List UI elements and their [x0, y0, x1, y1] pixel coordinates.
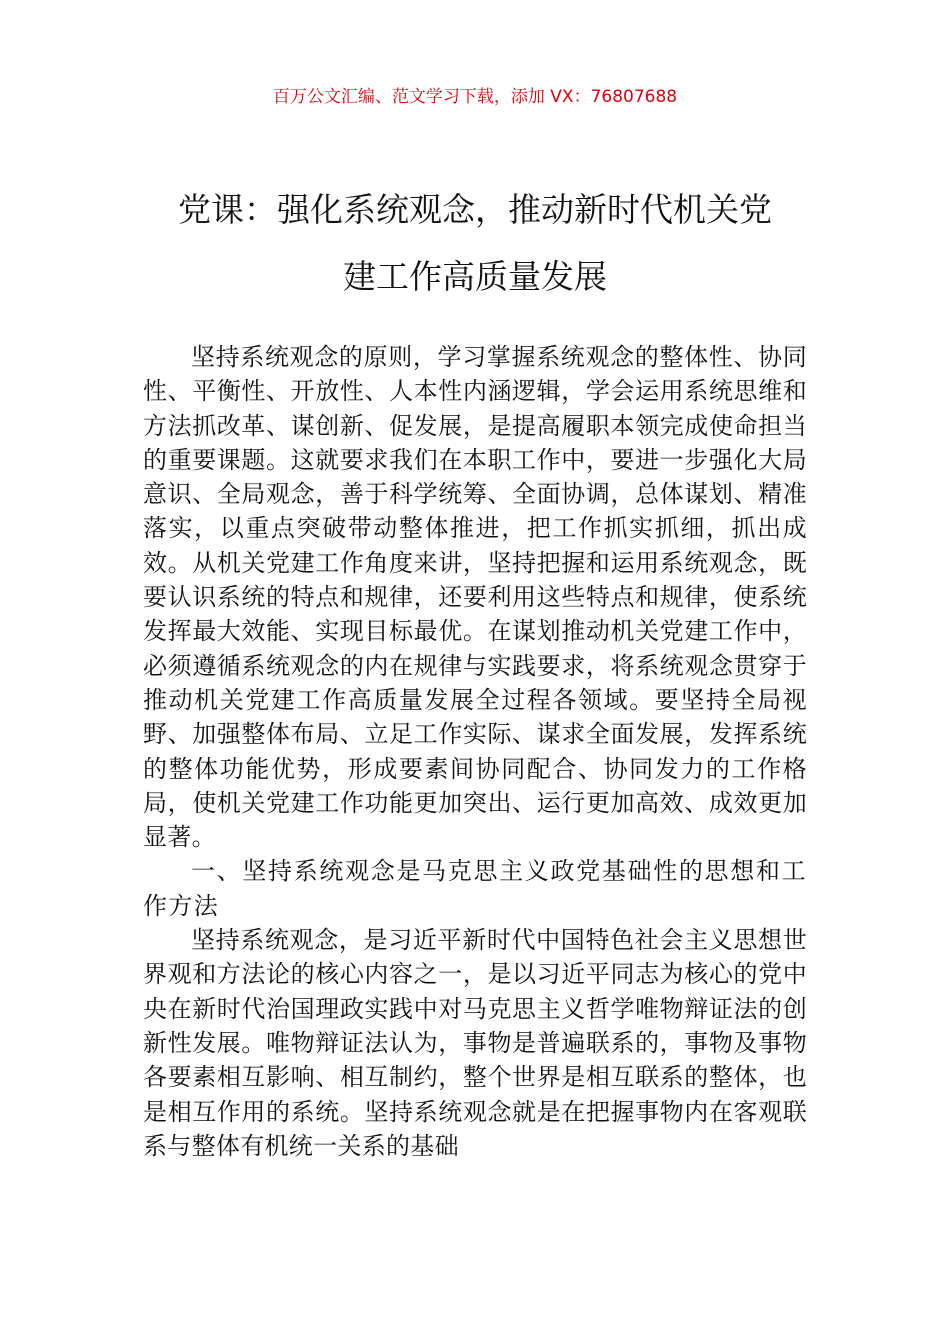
section-heading-1: 一、坚持系统观念是马克思主义政党基础性的思想和工作方法 — [143, 857, 807, 920]
title-line-1: 党课：强化系统观念，推动新时代机关党 — [178, 190, 772, 229]
document-body — [143, 340, 807, 1163]
body-paragraph-2: 坚持系统观念，是习近平新时代中国特色社会主义思想世界观和方法论的核心内容之一，是以习近平同志为核心的党中央在新时代治国理政实践中对马克思主义哲学唯物辩证法的创新性发展。唯物辩证法认为，事物是普遍联系的，事物及事物各要素相互影响、相互制约，整个世界是相互联系的整体，也是相互作用的系统。坚持系统观念就是在把握事物内在客观联系与整体有机统一关系的基础 — [143, 926, 807, 1160]
document-title — [143, 176, 807, 310]
body-paragraph-1: 坚持系统观念的原则，学习掌握系统观念的整体性、协同性、平衡性、开放性、人本性内涵逻辑，学会运用系统思维和方法抓改革、谋创新、促发展，是提高履职本领完成使命担当的重要课题。这就要求我们在本职工作中，要进一步强化大局意识、全局观念，善于科学统筹、全面协调，总体谋划、精准落实，以重点突破带动整体推进，把工作抓实抓细，抓出成效。从机关党建工作角度来讲，坚持把握和运用系统观念，既要认识系统的特点和规律，还要利用这些特点和规律，使系统发挥最大效能、实现目标最优。在谋划推动机关党建工作中，必须遵循系统观念的内在规律与实践要求，将系统观念贯穿于推动机关党建工作高质量发展全过程各领域。要坚持全局视野、加强整体布局、立足工作实际、谋求全面发展，发挥系统的整体功能优势，形成要素间协同配合、协同发力的工作格局，使机关党建工作功能更加突出、运行更加高效、成效更加显著。 — [143, 343, 807, 852]
download-notice: 百万公文汇编、范文学习下载，添加 VX：76807688 — [272, 87, 678, 107]
title-line-2: 建工作高质量发展 — [343, 257, 607, 296]
